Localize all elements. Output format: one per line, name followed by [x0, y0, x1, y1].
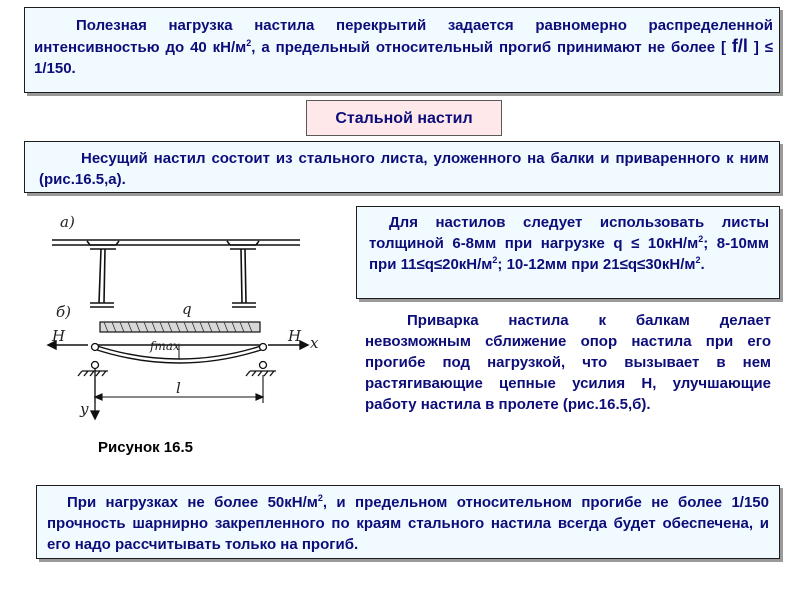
intro-sup: 2: [246, 38, 252, 48]
conclusion-part-a: При нагрузках не более 50кН/м: [67, 494, 318, 511]
intro-fl-ratio: f/l: [731, 36, 748, 56]
conclusion-part-b: , и предельном относительном прогибе не более 1/150 прочность шарнирно закрепленного по краям стального настила всегда будет обеспечена, и его надо рассчитывать только на прогиб.: [47, 494, 769, 553]
section-heading-box: [306, 100, 502, 136]
intro-text-part-a: Полезная нагрузка настила перекрытий задается равномерно распределенной интенсивностью до 40 кН/м: [34, 17, 773, 56]
thickness-sup-2: 2: [492, 255, 498, 265]
figure-label-b: б): [56, 303, 72, 321]
strength-conclusion-text: [47, 492, 769, 555]
y-axis-arrow: [91, 369, 99, 419]
sheet-thickness-box: [356, 206, 780, 299]
load-label-q: q: [182, 300, 192, 318]
force-label-left: H: [52, 327, 66, 345]
intro-note-text: [34, 15, 773, 79]
figure-label-a: а): [60, 213, 75, 231]
force-label-right: H: [288, 327, 302, 345]
conclusion-sup: 2: [317, 493, 323, 503]
deck-description-box: [24, 141, 780, 193]
welding-paragraph: [365, 310, 771, 415]
thickness-part-d: .: [700, 256, 705, 273]
intro-text-part-c: ] ≤ 1/150.: [34, 39, 773, 77]
sheet-thickness-text: [369, 212, 769, 275]
deck-description-content: Несущий настил состоит из стального листа, уложенного на балки и приваренного к ним (рис.16.5,а).: [39, 150, 769, 188]
section-heading: Стальной настил: [335, 110, 473, 127]
figure-caption: Рисунок 16.5: [98, 439, 194, 456]
welding-paragraph-text: Приварка настила к балкам делает невозможным сближение опор настила при его прогибе под нагрузкой, что вызывает в нем растягивающие цепные усилия H, улучшающие работу настила в пролете (рис.16.5,б).: [365, 312, 771, 413]
axis-label-y: y: [80, 400, 89, 418]
strength-conclusion-box: [36, 485, 780, 559]
deflection-label: fmax: [150, 339, 180, 353]
thickness-sup-1: 2: [698, 234, 704, 244]
intro-note-box: [24, 7, 780, 93]
intro-text-part-b: , а предельный относительный прогиб принимают не более [: [251, 39, 732, 56]
axis-label-x: x: [310, 334, 319, 352]
span-label-l: l: [176, 379, 181, 397]
beam-left: [87, 241, 119, 307]
distributed-load: [100, 322, 260, 332]
thickness-sup-3: 2: [695, 255, 701, 265]
figure-16-5-drawing: [38, 207, 338, 422]
thickness-part-a: Для настилов следует использовать листы толщиной 6-8мм при нагрузке q ≤ 10кН/м: [369, 214, 769, 252]
deck-description-text: [39, 148, 769, 190]
beam-right: [227, 241, 259, 307]
thickness-part-b: ; 8-10мм при 11≤q≤20кН/м: [369, 235, 769, 273]
thickness-part-c: ; 10-12мм при 21≤q≤30кН/м: [497, 256, 696, 273]
